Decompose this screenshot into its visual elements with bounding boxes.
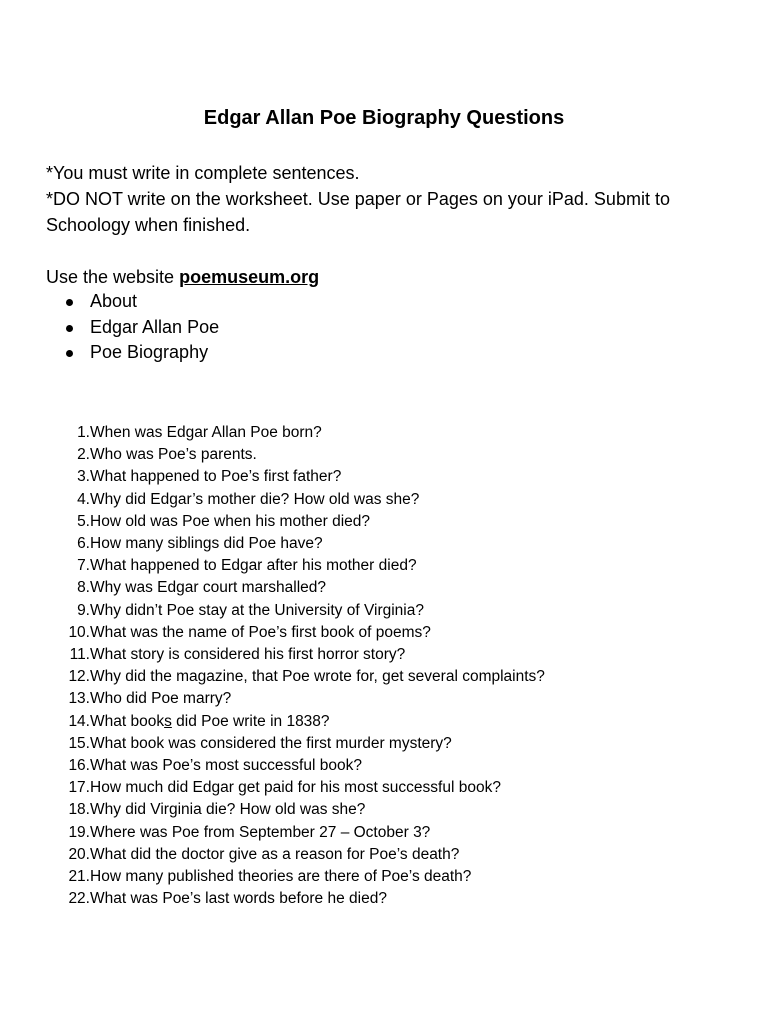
page-title: Edgar Allan Poe Biography Questions (203, 107, 565, 129)
question-item (46, 799, 545, 821)
question-item (46, 666, 545, 688)
website-sections-list (46, 289, 219, 366)
instructions (46, 160, 726, 238)
question-item (46, 755, 545, 777)
question-text: Who did Poe marry? (90, 690, 232, 708)
question-item (46, 866, 545, 888)
question-text: How much did Edgar get paid for his most successful book? (90, 779, 501, 797)
question-text: What was Poe’s last words before he died? (90, 890, 387, 908)
question-number: 9. (77, 601, 90, 619)
question-text (90, 711, 330, 733)
question-number: 14. (68, 712, 90, 730)
question-item (46, 511, 545, 533)
question-item (46, 733, 545, 755)
question-item (46, 577, 545, 599)
question-number: 5. (77, 512, 90, 530)
list-item: About (46, 289, 219, 315)
question-number: 10. (68, 623, 90, 641)
question-text: How many published theories are there of Poe’s death? (90, 868, 472, 886)
website-prefix: Use the website (46, 267, 180, 287)
question-text: When was Edgar Allan Poe born? (90, 424, 322, 441)
question-text-part: did Poe write in 1838? (171, 712, 330, 730)
question-item (46, 688, 545, 710)
question-number: 15. (68, 734, 90, 752)
question-text: Where was Poe from September 27 – October 3? (90, 823, 431, 841)
question-text: Why was Edgar court marshalled? (90, 579, 327, 597)
question-item (46, 444, 545, 466)
question-item (46, 777, 545, 799)
question-item (46, 644, 545, 666)
question-text: How many siblings did Poe have? (90, 535, 323, 553)
question-text: Why didn’t Poe stay at the University of Virginia? (90, 601, 424, 619)
question-item (46, 822, 545, 844)
question-list (46, 422, 545, 910)
question-text-part: What book (90, 712, 165, 730)
question-text: Who was Poe’s parents. (90, 446, 257, 464)
question-item (46, 555, 545, 577)
question-item (46, 600, 545, 622)
question-text: What was Poe’s most successful book? (90, 757, 362, 775)
question-number: 20. (68, 845, 90, 863)
question-number: 1. (77, 424, 90, 441)
question-item (46, 466, 545, 488)
question-text: Why did Edgar’s mother die? How old was she? (90, 490, 420, 508)
question-number: 6. (77, 535, 90, 553)
question-number: 22. (68, 890, 90, 908)
question-number: 3. (77, 468, 90, 486)
question-text: What book was considered the first murder mystery? (90, 734, 452, 752)
question-text: What did the doctor give as a reason for Poe’s death? (90, 845, 460, 863)
website-line (46, 264, 726, 290)
question-number: 12. (68, 668, 90, 686)
website-link[interactable]: poemuseum.org (179, 267, 320, 287)
question-item (46, 422, 545, 444)
question-item (46, 844, 545, 866)
question-number: 16. (68, 757, 90, 775)
question-text: What happened to Poe’s first father? (90, 468, 342, 486)
question-text: What happened to Edgar after his mother died? (90, 557, 417, 575)
question-item (46, 711, 545, 733)
question-number: 18. (68, 801, 90, 819)
question-number: 17. (68, 779, 90, 797)
question-number: 2. (77, 446, 90, 464)
question-text: Why did the magazine, that Poe wrote for, get several complaints? (90, 668, 545, 686)
question-number: 8. (77, 579, 90, 597)
question-number: 21. (68, 868, 90, 886)
question-number: 4. (77, 490, 90, 508)
list-item: Poe Biography (46, 340, 219, 366)
question-number: 11. (69, 646, 90, 664)
instruction-line: *DO NOT write on the worksheet. Use paper or Pages on your iPad. Submit to Schoology when finished. (46, 189, 670, 235)
question-number: 13. (68, 690, 90, 708)
question-number: 7. (77, 557, 90, 575)
question-text-underlined: s (164, 712, 172, 730)
question-text: Why did Virginia die? How old was she? (90, 801, 366, 819)
list-item: Edgar Allan Poe (46, 315, 219, 341)
question-item (46, 888, 545, 910)
question-item (46, 489, 545, 511)
question-item (46, 533, 545, 555)
question-text: How old was Poe when his mother died? (90, 512, 371, 530)
question-item (46, 622, 545, 644)
question-number: 19. (68, 823, 90, 841)
question-text: What story is considered his first horror story? (90, 646, 406, 664)
question-text: What was the name of Poe’s first book of poems? (90, 623, 431, 641)
instruction-line: *You must write in complete sentences. (46, 163, 360, 183)
